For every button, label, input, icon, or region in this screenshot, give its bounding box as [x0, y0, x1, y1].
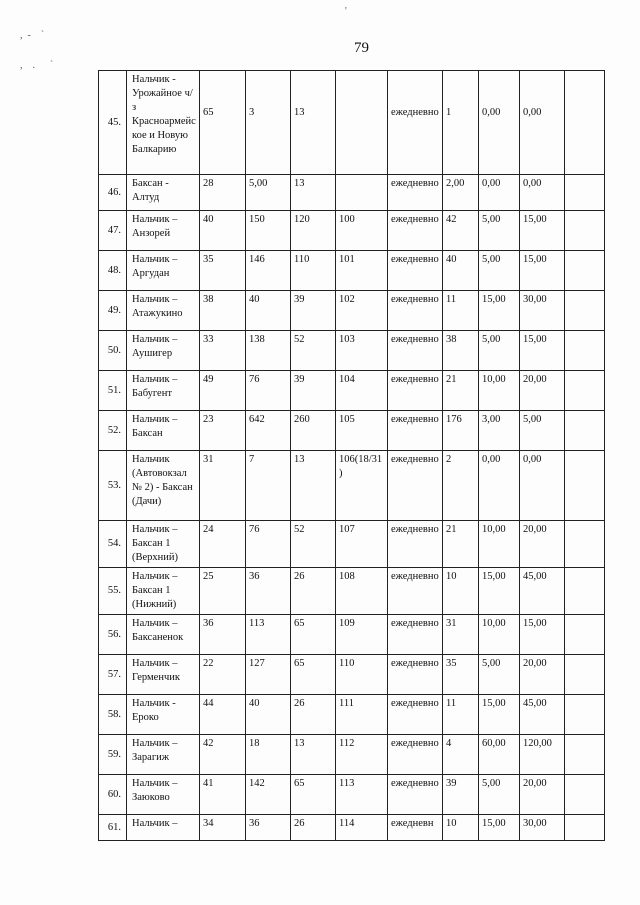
scan-speck: , - ` — [20, 30, 45, 41]
route-name: Нальчик – Аргудан — [127, 251, 200, 291]
value-cell-6 — [565, 695, 605, 735]
value-cell-5: 20,00 — [520, 775, 565, 815]
value-cell-5: 45,00 — [520, 695, 565, 735]
schedule-cell: ежедневно — [388, 331, 443, 371]
page-number: 79 — [354, 40, 369, 56]
value-cell-4: 5,00 — [479, 775, 520, 815]
table-row — [99, 451, 605, 521]
route-name: Нальчик – Атажукино — [127, 291, 200, 331]
value-cell-6 — [565, 568, 605, 615]
table-row — [99, 331, 605, 371]
row-number: 60. — [99, 775, 127, 815]
row-number: 45. — [99, 71, 127, 175]
distance-cell: 28 — [200, 175, 246, 211]
distance-cell: 65 — [200, 71, 246, 175]
route-number-cell: 110 — [336, 655, 388, 695]
value-cell-1: 40 — [246, 291, 291, 331]
value-cell-5: 45,00 — [520, 568, 565, 615]
value-cell-6 — [565, 411, 605, 451]
value-cell-5: 0,00 — [520, 451, 565, 521]
value-cell-1: 127 — [246, 655, 291, 695]
row-number: 61. — [99, 815, 127, 841]
distance-cell: 22 — [200, 655, 246, 695]
schedule-cell: ежедневно — [388, 775, 443, 815]
value-cell-2: 65 — [291, 655, 336, 695]
value-cell-2: 39 — [291, 291, 336, 331]
distance-cell: 38 — [200, 291, 246, 331]
schedule-cell: ежедневно — [388, 451, 443, 521]
value-cell-6 — [565, 291, 605, 331]
route-name: Нальчик – Герменчик — [127, 655, 200, 695]
row-number: 49. — [99, 291, 127, 331]
value-cell-3: 2 — [443, 451, 479, 521]
value-cell-5: 20,00 — [520, 371, 565, 411]
value-cell-4: 15,00 — [479, 291, 520, 331]
schedule-cell: ежедневно — [388, 411, 443, 451]
schedule-cell: ежедневно — [388, 655, 443, 695]
row-number: 54. — [99, 521, 127, 568]
table-row — [99, 71, 605, 175]
value-cell-6 — [565, 451, 605, 521]
value-cell-5: 15,00 — [520, 331, 565, 371]
value-cell-4: 0,00 — [479, 175, 520, 211]
table-row — [99, 251, 605, 291]
value-cell-2: 13 — [291, 71, 336, 175]
distance-cell: 25 — [200, 568, 246, 615]
value-cell-5: 15,00 — [520, 211, 565, 251]
value-cell-6 — [565, 655, 605, 695]
row-number: 59. — [99, 735, 127, 775]
value-cell-6 — [565, 615, 605, 655]
value-cell-3: 4 — [443, 735, 479, 775]
value-cell-4: 15,00 — [479, 568, 520, 615]
value-cell-2: 26 — [291, 695, 336, 735]
row-number: 57. — [99, 655, 127, 695]
row-number: 46. — [99, 175, 127, 211]
row-number: 56. — [99, 615, 127, 655]
route-number-cell: 106(18/31) — [336, 451, 388, 521]
value-cell-1: 113 — [246, 615, 291, 655]
value-cell-1: 36 — [246, 568, 291, 615]
route-name: Нальчик – Баксаненок — [127, 615, 200, 655]
value-cell-4: 0,00 — [479, 451, 520, 521]
value-cell-6 — [565, 251, 605, 291]
row-number: 50. — [99, 331, 127, 371]
distance-cell: 44 — [200, 695, 246, 735]
route-name: Нальчик – Анзорей — [127, 211, 200, 251]
route-name: Нальчик (Автовокзал № 2) - Баксан (Дачи) — [127, 451, 200, 521]
value-cell-5: 15,00 — [520, 251, 565, 291]
schedule-cell: ежедневно — [388, 615, 443, 655]
route-name: Нальчик – — [127, 815, 200, 841]
value-cell-4: 10,00 — [479, 521, 520, 568]
route-number-cell: 113 — [336, 775, 388, 815]
value-cell-1: 5,00 — [246, 175, 291, 211]
value-cell-6 — [565, 521, 605, 568]
value-cell-1: 3 — [246, 71, 291, 175]
row-number: 58. — [99, 695, 127, 735]
value-cell-3: 38 — [443, 331, 479, 371]
value-cell-2: 52 — [291, 331, 336, 371]
value-cell-5: 20,00 — [520, 655, 565, 695]
table-row — [99, 211, 605, 251]
route-name: Нальчик – Баксан 1 (Верхний) — [127, 521, 200, 568]
value-cell-1: 146 — [246, 251, 291, 291]
schedule-cell: ежедневно — [388, 251, 443, 291]
table-row — [99, 655, 605, 695]
value-cell-2: 13 — [291, 451, 336, 521]
value-cell-5: 15,00 — [520, 615, 565, 655]
value-cell-3: 40 — [443, 251, 479, 291]
distance-cell: 24 — [200, 521, 246, 568]
value-cell-1: 36 — [246, 815, 291, 841]
table-row — [99, 568, 605, 615]
value-cell-4: 0,00 — [479, 71, 520, 175]
value-cell-4: 60,00 — [479, 735, 520, 775]
route-number-cell: 101 — [336, 251, 388, 291]
value-cell-2: 65 — [291, 615, 336, 655]
route-number-cell: 112 — [336, 735, 388, 775]
row-number: 53. — [99, 451, 127, 521]
route-name: Нальчик – Заюково — [127, 775, 200, 815]
value-cell-3: 10 — [443, 815, 479, 841]
distance-cell: 36 — [200, 615, 246, 655]
route-name: Нальчик – Аушигер — [127, 331, 200, 371]
value-cell-5: 30,00 — [520, 291, 565, 331]
value-cell-2: 26 — [291, 815, 336, 841]
value-cell-5: 30,00 — [520, 815, 565, 841]
distance-cell: 49 — [200, 371, 246, 411]
table-row — [99, 175, 605, 211]
value-cell-4: 3,00 — [479, 411, 520, 451]
value-cell-5: 120,00 — [520, 735, 565, 775]
value-cell-2: 39 — [291, 371, 336, 411]
value-cell-3: 42 — [443, 211, 479, 251]
route-number-cell — [336, 175, 388, 211]
value-cell-2: 65 — [291, 775, 336, 815]
table-row — [99, 521, 605, 568]
value-cell-3: 11 — [443, 291, 479, 331]
route-name: Нальчик – Баксан 1 (Нижний) — [127, 568, 200, 615]
route-number-cell: 108 — [336, 568, 388, 615]
schedule-cell: ежедневн — [388, 815, 443, 841]
value-cell-1: 76 — [246, 371, 291, 411]
route-number-cell: 114 — [336, 815, 388, 841]
value-cell-6 — [565, 371, 605, 411]
scan-speck: , . ` — [20, 60, 54, 71]
route-number-cell — [336, 71, 388, 175]
value-cell-1: 138 — [246, 331, 291, 371]
route-name: Нальчик – Зарагиж — [127, 735, 200, 775]
value-cell-3: 176 — [443, 411, 479, 451]
schedule-cell: ежедневно — [388, 175, 443, 211]
row-number: 47. — [99, 211, 127, 251]
value-cell-4: 10,00 — [479, 615, 520, 655]
distance-cell: 41 — [200, 775, 246, 815]
value-cell-3: 35 — [443, 655, 479, 695]
distance-cell: 42 — [200, 735, 246, 775]
value-cell-4: 10,00 — [479, 371, 520, 411]
value-cell-4: 15,00 — [479, 695, 520, 735]
route-name: Баксан - Алтуд — [127, 175, 200, 211]
schedule-cell: ежедневно — [388, 211, 443, 251]
value-cell-1: 150 — [246, 211, 291, 251]
route-number-cell: 104 — [336, 371, 388, 411]
value-cell-3: 1 — [443, 71, 479, 175]
distance-cell: 40 — [200, 211, 246, 251]
row-number: 55. — [99, 568, 127, 615]
value-cell-5: 20,00 — [520, 521, 565, 568]
schedule-cell: ежедневно — [388, 568, 443, 615]
route-number-cell: 100 — [336, 211, 388, 251]
value-cell-3: 39 — [443, 775, 479, 815]
value-cell-3: 10 — [443, 568, 479, 615]
route-name: Нальчик – Бабугент — [127, 371, 200, 411]
value-cell-1: 7 — [246, 451, 291, 521]
value-cell-4: 5,00 — [479, 655, 520, 695]
value-cell-2: 13 — [291, 175, 336, 211]
row-number: 48. — [99, 251, 127, 291]
value-cell-3: 31 — [443, 615, 479, 655]
value-cell-2: 110 — [291, 251, 336, 291]
route-number-cell: 109 — [336, 615, 388, 655]
table-row — [99, 815, 605, 841]
route-table — [98, 70, 605, 841]
scan-speck: ' — [345, 6, 347, 17]
value-cell-2: 13 — [291, 735, 336, 775]
value-cell-4: 5,00 — [479, 251, 520, 291]
schedule-cell: ежедневно — [388, 291, 443, 331]
value-cell-3: 21 — [443, 371, 479, 411]
table-row — [99, 615, 605, 655]
schedule-cell: ежедневно — [388, 371, 443, 411]
value-cell-3: 11 — [443, 695, 479, 735]
value-cell-3: 2,00 — [443, 175, 479, 211]
value-cell-2: 26 — [291, 568, 336, 615]
schedule-cell: ежедневно — [388, 735, 443, 775]
value-cell-6 — [565, 175, 605, 211]
distance-cell: 23 — [200, 411, 246, 451]
value-cell-4: 5,00 — [479, 211, 520, 251]
route-number-cell: 105 — [336, 411, 388, 451]
distance-cell: 34 — [200, 815, 246, 841]
value-cell-1: 642 — [246, 411, 291, 451]
value-cell-3: 21 — [443, 521, 479, 568]
table-row — [99, 735, 605, 775]
route-number-cell: 107 — [336, 521, 388, 568]
route-number-cell: 102 — [336, 291, 388, 331]
schedule-cell: ежедневно — [388, 71, 443, 175]
value-cell-6 — [565, 211, 605, 251]
value-cell-6 — [565, 815, 605, 841]
value-cell-5: 0,00 — [520, 71, 565, 175]
value-cell-6 — [565, 735, 605, 775]
distance-cell: 31 — [200, 451, 246, 521]
route-number-cell: 111 — [336, 695, 388, 735]
value-cell-4: 5,00 — [479, 331, 520, 371]
value-cell-4: 15,00 — [479, 815, 520, 841]
value-cell-2: 260 — [291, 411, 336, 451]
schedule-cell: ежедневно — [388, 521, 443, 568]
value-cell-1: 76 — [246, 521, 291, 568]
route-name: Нальчик - Ероко — [127, 695, 200, 735]
table-row — [99, 291, 605, 331]
value-cell-6 — [565, 71, 605, 175]
distance-cell: 35 — [200, 251, 246, 291]
row-number: 51. — [99, 371, 127, 411]
value-cell-6 — [565, 331, 605, 371]
route-number-cell: 103 — [336, 331, 388, 371]
table-row — [99, 695, 605, 735]
value-cell-2: 52 — [291, 521, 336, 568]
schedule-cell: ежедневно — [388, 695, 443, 735]
value-cell-5: 0,00 — [520, 175, 565, 211]
value-cell-2: 120 — [291, 211, 336, 251]
route-name: Нальчик - Урожайное ч/з Красноармейское и Новую Балкарию — [127, 71, 200, 175]
row-number: 52. — [99, 411, 127, 451]
value-cell-1: 142 — [246, 775, 291, 815]
value-cell-6 — [565, 775, 605, 815]
distance-cell: 33 — [200, 331, 246, 371]
table-row — [99, 371, 605, 411]
value-cell-1: 40 — [246, 695, 291, 735]
value-cell-1: 18 — [246, 735, 291, 775]
value-cell-5: 5,00 — [520, 411, 565, 451]
table-row — [99, 411, 605, 451]
table-row — [99, 775, 605, 815]
route-name: Нальчик – Баксан — [127, 411, 200, 451]
